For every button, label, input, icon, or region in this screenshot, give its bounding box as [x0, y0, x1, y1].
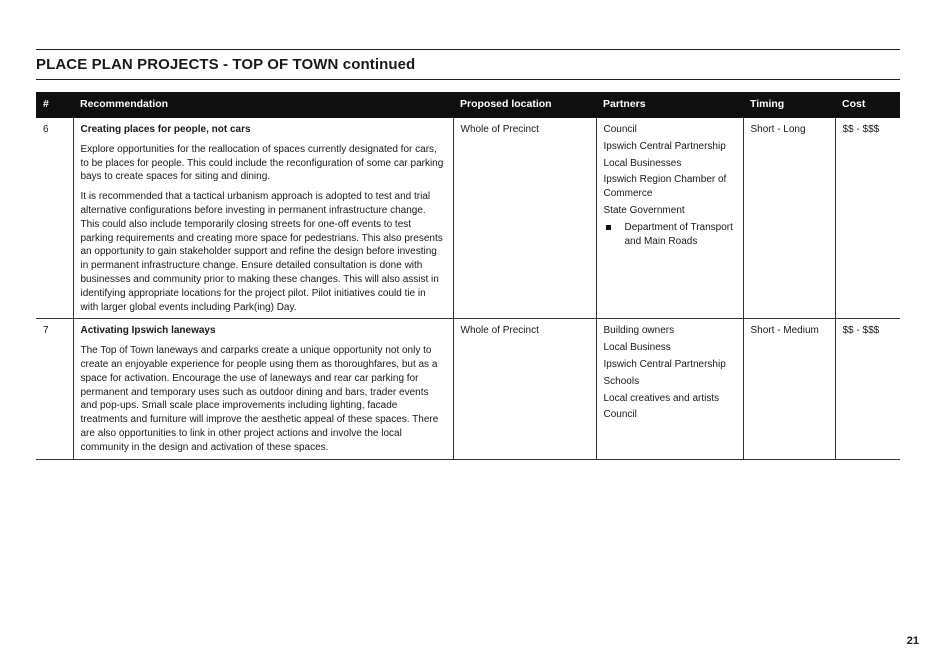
partner-sub-item-label: Department of Transport and Main Roads: [624, 221, 733, 247]
column-header-timing: Timing: [743, 92, 835, 118]
page-number: 21: [906, 635, 919, 647]
recommendation-paragraph: It is recommended that a tactical urbanism approach is adopted to test and trial alternative configurations before investing in permanent infrastructure change. This could also include temporarily closing streets for one-off events to test parking requirements and creating more space for pedestrians. This also presents an opportunity to gain stakeholder support and refine the design before investing in permanent infrastructure change. Ensure detailed consultation is done with businesses and community prior to making these changes. This will also assist in identifying appropriate locations for the project pilot. Pilot initiatives could tie in with larger global events including Park(ing) Day.: [80, 191, 443, 313]
partner-item: Schools: [603, 375, 640, 387]
square-bullet-icon: [606, 225, 611, 230]
row-number: 6: [36, 118, 73, 319]
partner-item: Building owners: [603, 325, 675, 337]
column-header-recommendation: Recommendation: [73, 92, 453, 118]
cost-cell: $$ - $$$: [835, 118, 900, 319]
location-cell: Whole of Precinct: [453, 118, 596, 319]
recommendation-cell: [73, 319, 453, 459]
projects-table: [36, 92, 900, 460]
partners-cell: [596, 118, 743, 319]
partner-item: Local Businesses: [603, 157, 682, 169]
location-cell: Whole of Precinct: [453, 319, 596, 459]
partner-item: Ipswich Region Chamber of Commerce: [603, 174, 727, 200]
timing-cell: Short - Medium: [743, 319, 835, 459]
recommendation-cell: [73, 118, 453, 319]
column-header-number: #: [36, 92, 73, 118]
partner-sub-item: [604, 221, 736, 249]
recommendation-title: Activating Ipswich laneways: [80, 325, 216, 337]
page-title: PLACE PLAN PROJECTS - TOP OF TOWN continued: [36, 56, 416, 73]
partner-item: Council: [603, 124, 637, 135]
column-header-partners: Partners: [596, 92, 743, 118]
recommendation-paragraph: The Top of Town laneways and carparks create a unique opportunity not only to create an enjoyable experience for people using them as thoroughfares, but as a space for activation. Encourage the use of laneways and rear car parking for permanent and temporary uses such as outdoor dining and bars, trader events and pop-ups. Small scale place improvements including lighting, facade treatments and furniture will improve the aesthetic appeal of these spaces. There are also opportunities to link in other project actions and involve the local community in the design and activation of these spaces.: [80, 345, 439, 453]
column-header-location: Proposed location: [453, 92, 596, 118]
partner-item: Council: [603, 409, 637, 421]
top-rule: [36, 49, 900, 50]
partners-cell: [596, 319, 743, 459]
partner-item: Ipswich Central Partnership: [603, 140, 726, 152]
table-header-row: [36, 92, 900, 118]
title-rule: [36, 79, 900, 80]
cost-cell: $$ - $$$: [835, 319, 900, 459]
table-row: [36, 319, 900, 459]
table-row: [36, 118, 900, 319]
partner-item: Local creatives and artists: [603, 392, 720, 404]
partner-item: Ipswich Central Partnership: [603, 358, 726, 370]
partner-item: State Government: [603, 204, 685, 216]
recommendation-title: Creating places for people, not cars: [80, 124, 251, 135]
timing-cell: Short - Long: [743, 118, 835, 319]
partner-item: Local Business: [603, 342, 671, 354]
recommendation-paragraph: Explore opportunities for the reallocation of spaces currently designated for cars, to be places for people. This could include the reconfiguration of some car parking bays to create spaces for siting and dining.: [80, 143, 444, 183]
column-header-cost: Cost: [835, 92, 900, 118]
row-number: 7: [36, 319, 73, 459]
